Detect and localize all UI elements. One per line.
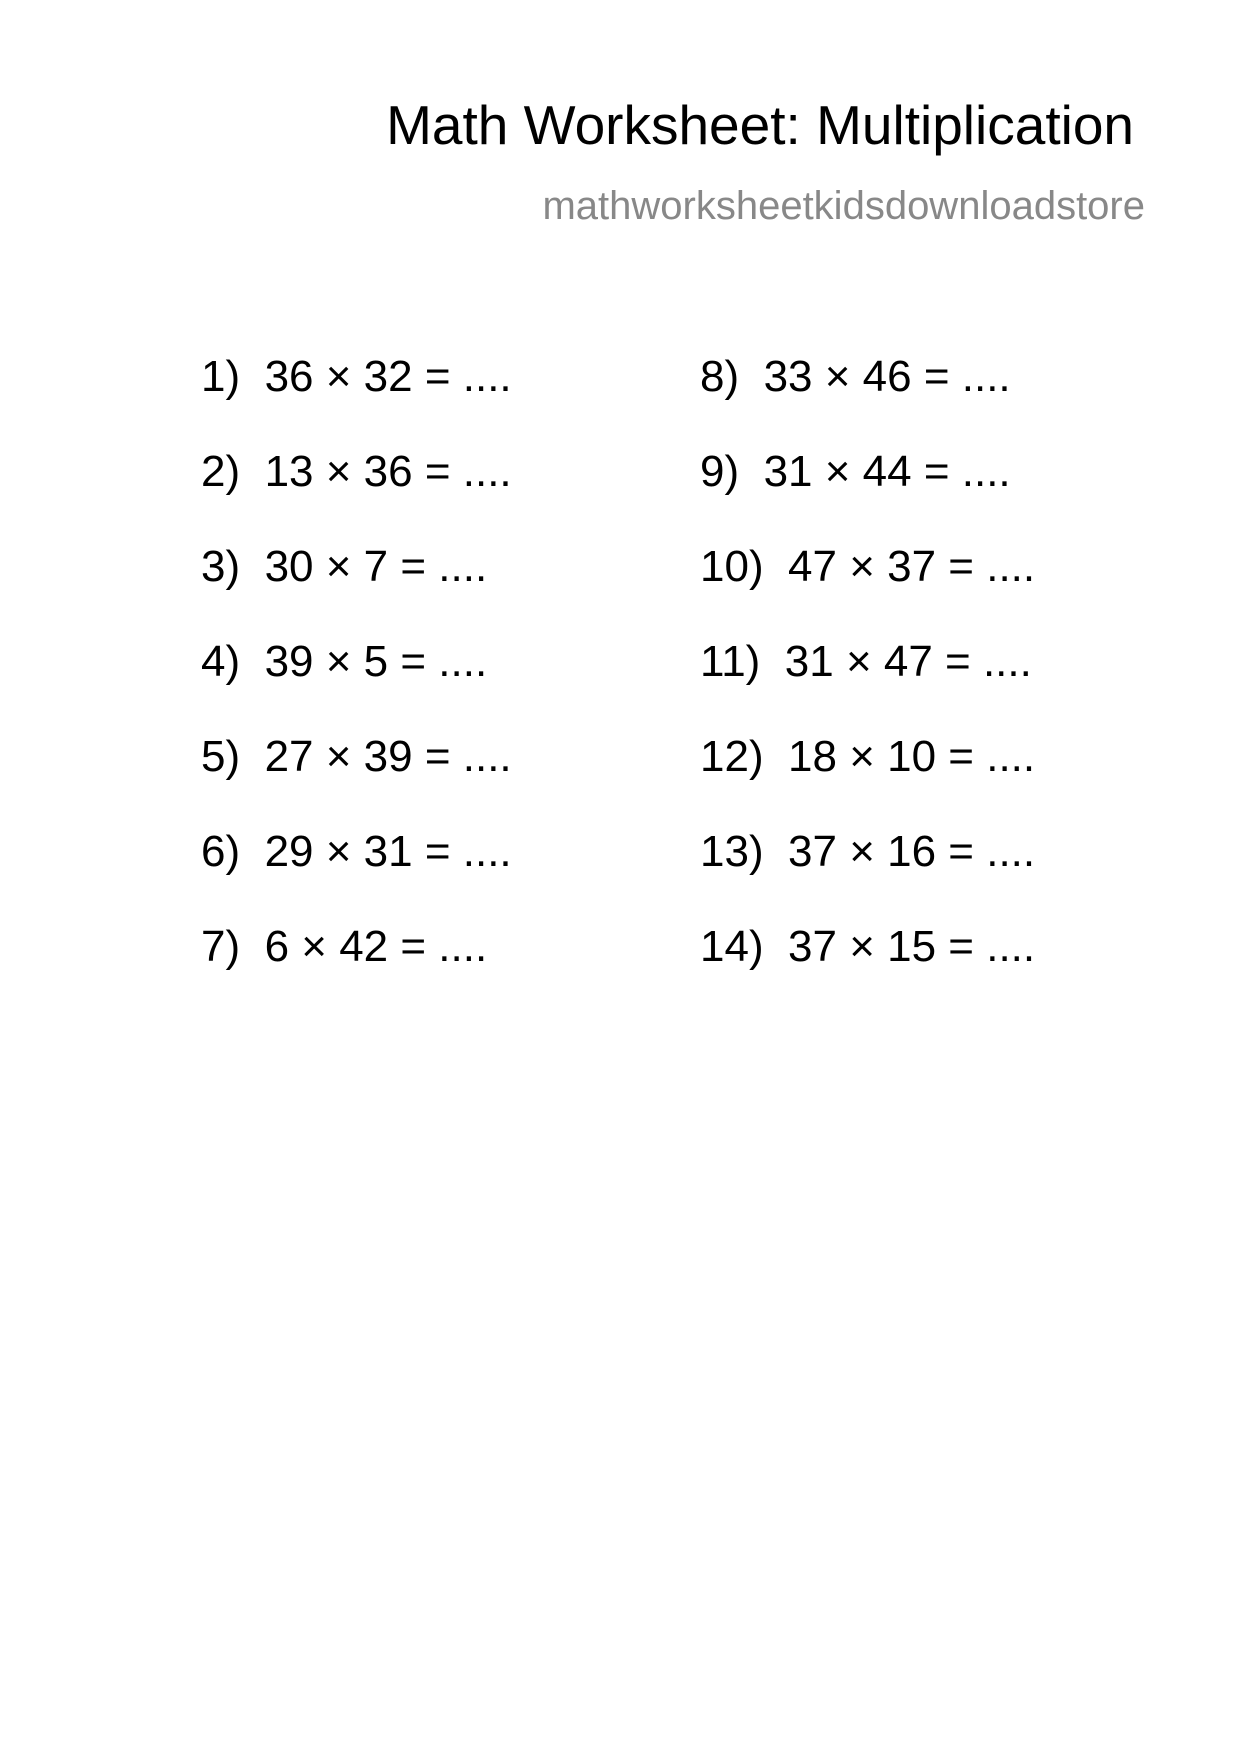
- problem-expression: 6 × 42 = ....: [264, 922, 488, 971]
- problem-item: [201, 637, 512, 732]
- problem-expression: 31 × 44 = ....: [763, 447, 1011, 496]
- problem-expression: 36 × 32 = ....: [264, 352, 512, 401]
- problem-number: 10): [700, 542, 764, 591]
- problem-expression: 13 × 36 = ....: [264, 447, 512, 496]
- problem-expression: 39 × 5 = ....: [264, 637, 488, 686]
- problem-number: 13): [700, 827, 764, 876]
- problem-item: [700, 637, 1035, 732]
- problems-right-column: [700, 352, 1035, 1017]
- problem-item: [201, 542, 512, 637]
- worksheet-title: Math Worksheet: Multiplication: [386, 94, 1134, 156]
- problem-expression: 37 × 15 = ....: [788, 922, 1036, 971]
- problem-item: [700, 827, 1035, 922]
- problem-number: 8): [700, 352, 740, 401]
- problem-expression: 27 × 39 = ....: [264, 732, 512, 781]
- problem-item: [700, 542, 1035, 637]
- problem-number: 11): [700, 637, 761, 686]
- problem-item: [700, 447, 1035, 542]
- problem-number: 1): [201, 352, 241, 401]
- problem-number: 14): [700, 922, 764, 971]
- problem-number: 9): [700, 447, 740, 496]
- problem-number: 2): [201, 447, 241, 496]
- problem-expression: 18 × 10 = ....: [788, 732, 1036, 781]
- problem-item: [700, 352, 1035, 447]
- problem-expression: 33 × 46 = ....: [763, 352, 1011, 401]
- problem-item: [700, 922, 1035, 1017]
- problem-item: [201, 447, 512, 542]
- problem-expression: 30 × 7 = ....: [264, 542, 488, 591]
- problem-number: 12): [700, 732, 764, 781]
- problem-item: [201, 732, 512, 827]
- problem-number: 7): [201, 922, 241, 971]
- problems-left-column: [201, 352, 512, 1017]
- problem-item: [201, 827, 512, 922]
- problem-expression: 31 × 47 = ....: [784, 637, 1032, 686]
- problem-item: [201, 352, 512, 447]
- worksheet-subtitle: mathworksheetkidsdownloadstore: [542, 184, 1145, 228]
- problem-expression: 37 × 16 = ....: [788, 827, 1036, 876]
- problem-number: 3): [201, 542, 241, 591]
- problem-number: 4): [201, 637, 241, 686]
- problem-expression: 47 × 37 = ....: [788, 542, 1036, 591]
- problem-number: 5): [201, 732, 241, 781]
- problem-number: 6): [201, 827, 241, 876]
- problem-item: [201, 922, 512, 1017]
- problem-item: [700, 732, 1035, 827]
- problem-expression: 29 × 31 = ....: [264, 827, 512, 876]
